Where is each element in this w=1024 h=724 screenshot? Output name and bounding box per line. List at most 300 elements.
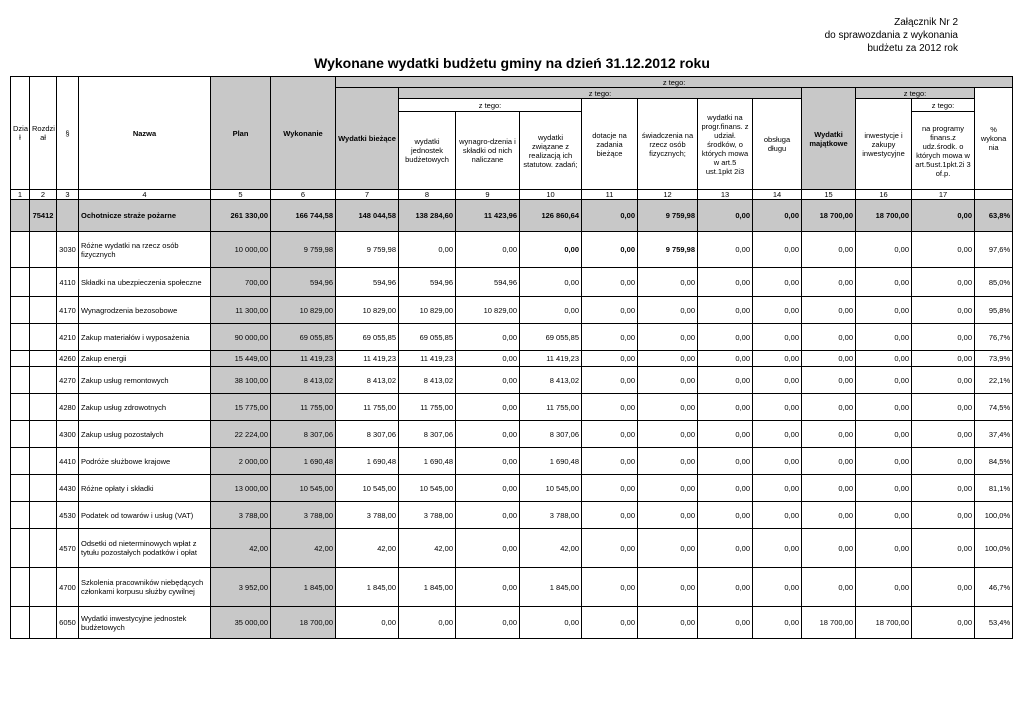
cell-plan: 15 775,00 bbox=[211, 394, 271, 421]
cell-programy: 0,00 bbox=[912, 394, 975, 421]
table-row bbox=[11, 351, 1013, 367]
cell-procent: 53,4% bbox=[975, 607, 1013, 639]
col-number bbox=[975, 190, 1013, 200]
col-number: 17 bbox=[912, 190, 975, 200]
annex-line-2: do sprawozdania z wykonania bbox=[824, 30, 958, 41]
cell-procent: 100,0% bbox=[975, 529, 1013, 568]
header-z-tego-biezace: z tego: bbox=[399, 88, 802, 99]
cell-plan: 261 330,00 bbox=[211, 200, 271, 232]
cell-rozdzial bbox=[30, 421, 57, 448]
cell-obsluga: 0,00 bbox=[753, 607, 802, 639]
cell-dotacje: 0,00 bbox=[582, 502, 638, 529]
cell-swiadczenia: 0,00 bbox=[638, 529, 698, 568]
cell-nazwa: Różne wydatki na rzecz osób fizycznych bbox=[79, 232, 211, 268]
cell-progr: 0,00 bbox=[698, 268, 753, 297]
cell-rozdzial bbox=[30, 448, 57, 475]
cell-wykonanie: 10 545,00 bbox=[271, 475, 336, 502]
cell-biezace: 8 307,06 bbox=[336, 421, 399, 448]
cell-procent: 97,6% bbox=[975, 232, 1013, 268]
cell-dotacje: 0,00 bbox=[582, 475, 638, 502]
cell-programy: 0,00 bbox=[912, 351, 975, 367]
cell-obsluga: 0,00 bbox=[753, 297, 802, 324]
cell-wykonanie: 166 744,58 bbox=[271, 200, 336, 232]
header-plan: Plan bbox=[211, 77, 271, 190]
header-nazwa: Nazwa bbox=[79, 77, 211, 190]
cell-progr: 0,00 bbox=[698, 529, 753, 568]
header-programy-finans: na programy finans.z udz.środk. o których mowa w art.5ust.1pkt.2i 3 of.p. bbox=[912, 112, 975, 190]
cell-paragraph: 4570 bbox=[57, 529, 79, 568]
annex-note bbox=[825, 16, 958, 55]
cell-jednostek: 594,96 bbox=[399, 268, 456, 297]
cell-wynagrodzenia: 594,96 bbox=[456, 268, 520, 297]
cell-biezace: 11 419,23 bbox=[336, 351, 399, 367]
cell-dotacje: 0,00 bbox=[582, 529, 638, 568]
cell-biezace: 11 755,00 bbox=[336, 394, 399, 421]
col-number: 15 bbox=[802, 190, 856, 200]
cell-majatkowe: 0,00 bbox=[802, 475, 856, 502]
cell-biezace: 42,00 bbox=[336, 529, 399, 568]
cell-plan: 3 952,00 bbox=[211, 568, 271, 607]
cell-paragraph: 4430 bbox=[57, 475, 79, 502]
cell-progr: 0,00 bbox=[698, 607, 753, 639]
cell-procent: 85,0% bbox=[975, 268, 1013, 297]
cell-statut: 0,00 bbox=[520, 607, 582, 639]
cell-obsluga: 0,00 bbox=[753, 232, 802, 268]
table-row bbox=[11, 367, 1013, 394]
col-number: 1 bbox=[11, 190, 30, 200]
col-number: 11 bbox=[582, 190, 638, 200]
cell-procent: 46,7% bbox=[975, 568, 1013, 607]
cell-swiadczenia: 0,00 bbox=[638, 367, 698, 394]
cell-wynagrodzenia: 0,00 bbox=[456, 475, 520, 502]
section-row bbox=[11, 200, 1013, 232]
cell-obsluga: 0,00 bbox=[753, 268, 802, 297]
col-number: 10 bbox=[520, 190, 582, 200]
cell-programy: 0,00 bbox=[912, 529, 975, 568]
cell-statut: 11 755,00 bbox=[520, 394, 582, 421]
cell-obsluga: 0,00 bbox=[753, 351, 802, 367]
cell-biezace: 10 545,00 bbox=[336, 475, 399, 502]
cell-progr: 0,00 bbox=[698, 324, 753, 351]
cell-programy: 0,00 bbox=[912, 568, 975, 607]
header-z-tego-jednostek: z tego: bbox=[399, 99, 582, 112]
cell-biezace: 8 413,02 bbox=[336, 367, 399, 394]
cell-procent: 73,9% bbox=[975, 351, 1013, 367]
cell-swiadczenia: 0,00 bbox=[638, 502, 698, 529]
cell-inwestycje: 0,00 bbox=[856, 351, 912, 367]
cell-dzial bbox=[11, 297, 30, 324]
cell-jednostek: 69 055,85 bbox=[399, 324, 456, 351]
cell-wykonanie: 8 413,02 bbox=[271, 367, 336, 394]
cell-programy: 0,00 bbox=[912, 607, 975, 639]
cell-jednostek: 11 755,00 bbox=[399, 394, 456, 421]
cell-paragraph: 4170 bbox=[57, 297, 79, 324]
cell-programy: 0,00 bbox=[912, 268, 975, 297]
cell-dzial bbox=[11, 475, 30, 502]
cell-paragraph: 4700 bbox=[57, 568, 79, 607]
cell-rozdzial bbox=[30, 351, 57, 367]
cell-majatkowe: 18 700,00 bbox=[802, 200, 856, 232]
cell-rozdzial bbox=[30, 297, 57, 324]
cell-inwestycje: 0,00 bbox=[856, 297, 912, 324]
cell-obsluga: 0,00 bbox=[753, 529, 802, 568]
cell-paragraph: 4280 bbox=[57, 394, 79, 421]
cell-dotacje: 0,00 bbox=[582, 607, 638, 639]
table-row bbox=[11, 394, 1013, 421]
cell-paragraph bbox=[57, 200, 79, 232]
cell-majatkowe: 0,00 bbox=[802, 529, 856, 568]
budget-table bbox=[10, 76, 1013, 639]
cell-dzial bbox=[11, 367, 30, 394]
cell-nazwa: Różne opłaty i składki bbox=[79, 475, 211, 502]
cell-wynagrodzenia: 0,00 bbox=[456, 367, 520, 394]
header-progr-finans: wydatki na progr.finans. z udział. środków, o których mowa w art.5 ust.1pkt 2i3 bbox=[698, 99, 753, 190]
annex-line-1: Załącznik Nr 2 bbox=[894, 17, 958, 28]
cell-statut: 1 845,00 bbox=[520, 568, 582, 607]
cell-wykonanie: 11 419,23 bbox=[271, 351, 336, 367]
cell-programy: 0,00 bbox=[912, 502, 975, 529]
cell-jednostek: 0,00 bbox=[399, 232, 456, 268]
cell-progr: 0,00 bbox=[698, 475, 753, 502]
cell-progr: 0,00 bbox=[698, 568, 753, 607]
cell-dzial bbox=[11, 421, 30, 448]
header-obsluga-dlugu: obsługa długu bbox=[753, 99, 802, 190]
table-row bbox=[11, 324, 1013, 351]
cell-wykonanie: 11 755,00 bbox=[271, 394, 336, 421]
cell-jednostek: 8 307,06 bbox=[399, 421, 456, 448]
cell-plan: 38 100,00 bbox=[211, 367, 271, 394]
cell-dotacje: 0,00 bbox=[582, 268, 638, 297]
cell-nazwa: Zakup materiałów i wyposażenia bbox=[79, 324, 211, 351]
cell-wynagrodzenia: 0,00 bbox=[456, 351, 520, 367]
table-row bbox=[11, 475, 1013, 502]
cell-obsluga: 0,00 bbox=[753, 394, 802, 421]
cell-dotacje: 0,00 bbox=[582, 421, 638, 448]
col-number: 6 bbox=[271, 190, 336, 200]
header-dzial: Dzia ł bbox=[11, 77, 30, 190]
cell-programy: 0,00 bbox=[912, 324, 975, 351]
col-number: 16 bbox=[856, 190, 912, 200]
header-wydatki-jednostek: wydatki jednostek budżetowych bbox=[399, 112, 456, 190]
cell-dotacje: 0,00 bbox=[582, 351, 638, 367]
cell-jednostek: 3 788,00 bbox=[399, 502, 456, 529]
cell-nazwa: Szkolenia pracowników niebędących członkami korpusu służby cywilnej bbox=[79, 568, 211, 607]
cell-wykonanie: 594,96 bbox=[271, 268, 336, 297]
cell-rozdzial bbox=[30, 324, 57, 351]
cell-statut: 11 419,23 bbox=[520, 351, 582, 367]
cell-inwestycje: 18 700,00 bbox=[856, 607, 912, 639]
cell-programy: 0,00 bbox=[912, 448, 975, 475]
cell-obsluga: 0,00 bbox=[753, 200, 802, 232]
cell-dzial bbox=[11, 568, 30, 607]
cell-wynagrodzenia: 11 423,96 bbox=[456, 200, 520, 232]
cell-majatkowe: 0,00 bbox=[802, 448, 856, 475]
cell-biezace: 1 690,48 bbox=[336, 448, 399, 475]
cell-dotacje: 0,00 bbox=[582, 448, 638, 475]
cell-rozdzial bbox=[30, 268, 57, 297]
cell-nazwa: Podatek od towarów i usług (VAT) bbox=[79, 502, 211, 529]
cell-majatkowe: 18 700,00 bbox=[802, 607, 856, 639]
col-number: 9 bbox=[456, 190, 520, 200]
cell-plan: 11 300,00 bbox=[211, 297, 271, 324]
cell-procent: 84,5% bbox=[975, 448, 1013, 475]
cell-plan: 35 000,00 bbox=[211, 607, 271, 639]
cell-obsluga: 0,00 bbox=[753, 324, 802, 351]
cell-programy: 0,00 bbox=[912, 367, 975, 394]
col-number: 4 bbox=[79, 190, 211, 200]
cell-nazwa: Podróże służbowe krajowe bbox=[79, 448, 211, 475]
cell-biezace: 594,96 bbox=[336, 268, 399, 297]
cell-swiadczenia: 0,00 bbox=[638, 351, 698, 367]
header-inwestycje: inwestycje i zakupy inwestycyjne bbox=[856, 99, 912, 190]
cell-jednostek: 0,00 bbox=[399, 607, 456, 639]
cell-jednostek: 8 413,02 bbox=[399, 367, 456, 394]
cell-paragraph: 4260 bbox=[57, 351, 79, 367]
header-swiadczenia: świadczenia na rzecz osób fizycznych; bbox=[638, 99, 698, 190]
cell-dotacje: 0,00 bbox=[582, 367, 638, 394]
cell-dzial bbox=[11, 394, 30, 421]
cell-obsluga: 0,00 bbox=[753, 475, 802, 502]
cell-dzial bbox=[11, 232, 30, 268]
header-dotacje: dotacje na zadania bieżące bbox=[582, 99, 638, 190]
cell-majatkowe: 0,00 bbox=[802, 232, 856, 268]
cell-biezace: 10 829,00 bbox=[336, 297, 399, 324]
cell-progr: 0,00 bbox=[698, 448, 753, 475]
cell-progr: 0,00 bbox=[698, 502, 753, 529]
cell-dzial bbox=[11, 268, 30, 297]
cell-swiadczenia: 0,00 bbox=[638, 268, 698, 297]
cell-programy: 0,00 bbox=[912, 200, 975, 232]
cell-plan: 15 449,00 bbox=[211, 351, 271, 367]
cell-swiadczenia: 0,00 bbox=[638, 475, 698, 502]
cell-majatkowe: 0,00 bbox=[802, 324, 856, 351]
header-wydatki-biezace: Wydatki bieżące bbox=[336, 88, 399, 190]
cell-rozdzial bbox=[30, 367, 57, 394]
cell-dzial bbox=[11, 324, 30, 351]
cell-obsluga: 0,00 bbox=[753, 502, 802, 529]
cell-statut: 0,00 bbox=[520, 232, 582, 268]
cell-rozdzial bbox=[30, 232, 57, 268]
cell-statut: 126 860,64 bbox=[520, 200, 582, 232]
cell-inwestycje: 0,00 bbox=[856, 448, 912, 475]
table-row bbox=[11, 421, 1013, 448]
cell-statut: 8 307,06 bbox=[520, 421, 582, 448]
cell-inwestycje: 0,00 bbox=[856, 568, 912, 607]
cell-wykonanie: 69 055,85 bbox=[271, 324, 336, 351]
cell-biezace: 69 055,85 bbox=[336, 324, 399, 351]
cell-plan: 42,00 bbox=[211, 529, 271, 568]
cell-wynagrodzenia: 0,00 bbox=[456, 529, 520, 568]
cell-obsluga: 0,00 bbox=[753, 367, 802, 394]
table-row bbox=[11, 232, 1013, 268]
cell-nazwa: Ochotnicze straże pożarne bbox=[79, 200, 211, 232]
cell-majatkowe: 0,00 bbox=[802, 502, 856, 529]
cell-wykonanie: 42,00 bbox=[271, 529, 336, 568]
cell-inwestycje: 0,00 bbox=[856, 232, 912, 268]
table-row bbox=[11, 568, 1013, 607]
col-number: 13 bbox=[698, 190, 753, 200]
cell-inwestycje: 18 700,00 bbox=[856, 200, 912, 232]
cell-nazwa: Wynagrodzenia bezosobowe bbox=[79, 297, 211, 324]
cell-dotacje: 0,00 bbox=[582, 324, 638, 351]
header-wynagrodzenia: wynagro-dzenia i składki od nich naliczane bbox=[456, 112, 520, 190]
cell-procent: 95,8% bbox=[975, 297, 1013, 324]
cell-procent: 37,4% bbox=[975, 421, 1013, 448]
cell-nazwa: Wydatki inwestycyjne jednostek budżetowych bbox=[79, 607, 211, 639]
cell-obsluga: 0,00 bbox=[753, 421, 802, 448]
cell-swiadczenia: 0,00 bbox=[638, 607, 698, 639]
cell-wynagrodzenia: 0,00 bbox=[456, 568, 520, 607]
cell-jednostek: 42,00 bbox=[399, 529, 456, 568]
cell-swiadczenia: 0,00 bbox=[638, 568, 698, 607]
cell-nazwa: Zakup usług pozostałych bbox=[79, 421, 211, 448]
cell-plan: 700,00 bbox=[211, 268, 271, 297]
cell-dotacje: 0,00 bbox=[582, 568, 638, 607]
cell-paragraph: 4300 bbox=[57, 421, 79, 448]
table-row bbox=[11, 607, 1013, 639]
cell-progr: 0,00 bbox=[698, 351, 753, 367]
table-row bbox=[11, 502, 1013, 529]
cell-swiadczenia: 0,00 bbox=[638, 297, 698, 324]
cell-majatkowe: 0,00 bbox=[802, 297, 856, 324]
col-number: 7 bbox=[336, 190, 399, 200]
col-number: 12 bbox=[638, 190, 698, 200]
cell-paragraph: 4210 bbox=[57, 324, 79, 351]
col-number: 14 bbox=[753, 190, 802, 200]
cell-plan: 2 000,00 bbox=[211, 448, 271, 475]
cell-statut: 0,00 bbox=[520, 268, 582, 297]
header-wydatki-zwiazane: wydatki związane z realizacją ich statutow. zadań; bbox=[520, 112, 582, 190]
cell-biezace: 9 759,98 bbox=[336, 232, 399, 268]
cell-paragraph: 4270 bbox=[57, 367, 79, 394]
col-number: 5 bbox=[211, 190, 271, 200]
cell-plan: 13 000,00 bbox=[211, 475, 271, 502]
cell-wynagrodzenia: 0,00 bbox=[456, 502, 520, 529]
cell-paragraph: 4530 bbox=[57, 502, 79, 529]
cell-statut: 0,00 bbox=[520, 297, 582, 324]
cell-procent: 81,1% bbox=[975, 475, 1013, 502]
cell-jednostek: 1 845,00 bbox=[399, 568, 456, 607]
cell-wynagrodzenia: 0,00 bbox=[456, 394, 520, 421]
cell-rozdzial: 75412 bbox=[30, 200, 57, 232]
cell-dzial bbox=[11, 502, 30, 529]
cell-majatkowe: 0,00 bbox=[802, 367, 856, 394]
cell-majatkowe: 0,00 bbox=[802, 568, 856, 607]
cell-procent: 63,8% bbox=[975, 200, 1013, 232]
cell-inwestycje: 0,00 bbox=[856, 367, 912, 394]
cell-wynagrodzenia: 0,00 bbox=[456, 421, 520, 448]
cell-progr: 0,00 bbox=[698, 394, 753, 421]
cell-progr: 0,00 bbox=[698, 367, 753, 394]
cell-dotacje: 0,00 bbox=[582, 200, 638, 232]
cell-wykonanie: 10 829,00 bbox=[271, 297, 336, 324]
cell-biezace: 1 845,00 bbox=[336, 568, 399, 607]
header-paragraph: § bbox=[57, 77, 79, 190]
cell-majatkowe: 0,00 bbox=[802, 394, 856, 421]
cell-swiadczenia: 9 759,98 bbox=[638, 232, 698, 268]
cell-nazwa: Zakup usług zdrowotnych bbox=[79, 394, 211, 421]
cell-swiadczenia: 0,00 bbox=[638, 448, 698, 475]
cell-procent: 74,5% bbox=[975, 394, 1013, 421]
cell-inwestycje: 0,00 bbox=[856, 394, 912, 421]
cell-wynagrodzenia: 0,00 bbox=[456, 324, 520, 351]
cell-wykonanie: 1 845,00 bbox=[271, 568, 336, 607]
cell-procent: 76,7% bbox=[975, 324, 1013, 351]
cell-procent: 22,1% bbox=[975, 367, 1013, 394]
cell-nazwa: Zakup usług remontowych bbox=[79, 367, 211, 394]
cell-wykonanie: 18 700,00 bbox=[271, 607, 336, 639]
cell-statut: 42,00 bbox=[520, 529, 582, 568]
cell-plan: 10 000,00 bbox=[211, 232, 271, 268]
cell-swiadczenia: 0,00 bbox=[638, 421, 698, 448]
cell-wykonanie: 9 759,98 bbox=[271, 232, 336, 268]
cell-wynagrodzenia: 0,00 bbox=[456, 448, 520, 475]
col-number: 2 bbox=[30, 190, 57, 200]
cell-nazwa: Składki na ubezpieczenia społeczne bbox=[79, 268, 211, 297]
cell-rozdzial bbox=[30, 502, 57, 529]
cell-paragraph: 4110 bbox=[57, 268, 79, 297]
cell-biezace: 3 788,00 bbox=[336, 502, 399, 529]
cell-swiadczenia: 0,00 bbox=[638, 394, 698, 421]
cell-swiadczenia: 0,00 bbox=[638, 324, 698, 351]
cell-programy: 0,00 bbox=[912, 232, 975, 268]
cell-inwestycje: 0,00 bbox=[856, 421, 912, 448]
cell-dotacje: 0,00 bbox=[582, 297, 638, 324]
cell-swiadczenia: 9 759,98 bbox=[638, 200, 698, 232]
header-z-tego-majatkowe: z tego: bbox=[856, 88, 975, 99]
cell-wykonanie: 3 788,00 bbox=[271, 502, 336, 529]
cell-procent: 100,0% bbox=[975, 502, 1013, 529]
cell-majatkowe: 0,00 bbox=[802, 351, 856, 367]
cell-inwestycje: 0,00 bbox=[856, 475, 912, 502]
cell-wykonanie: 8 307,06 bbox=[271, 421, 336, 448]
cell-dotacje: 0,00 bbox=[582, 232, 638, 268]
cell-dotacje: 0,00 bbox=[582, 394, 638, 421]
cell-programy: 0,00 bbox=[912, 475, 975, 502]
cell-inwestycje: 0,00 bbox=[856, 324, 912, 351]
cell-wynagrodzenia: 0,00 bbox=[456, 232, 520, 268]
cell-rozdzial bbox=[30, 607, 57, 639]
cell-wynagrodzenia: 0,00 bbox=[456, 607, 520, 639]
cell-majatkowe: 0,00 bbox=[802, 268, 856, 297]
cell-biezace: 0,00 bbox=[336, 607, 399, 639]
cell-inwestycje: 0,00 bbox=[856, 268, 912, 297]
header-z-tego-programy: z tego: bbox=[912, 99, 975, 112]
cell-dzial bbox=[11, 448, 30, 475]
cell-nazwa: Zakup energii bbox=[79, 351, 211, 367]
cell-dzial bbox=[11, 200, 30, 232]
cell-statut: 8 413,02 bbox=[520, 367, 582, 394]
table-row bbox=[11, 268, 1013, 297]
cell-progr: 0,00 bbox=[698, 200, 753, 232]
cell-plan: 90 000,00 bbox=[211, 324, 271, 351]
col-number: 8 bbox=[399, 190, 456, 200]
cell-paragraph: 3030 bbox=[57, 232, 79, 268]
cell-majatkowe: 0,00 bbox=[802, 421, 856, 448]
cell-rozdzial bbox=[30, 475, 57, 502]
cell-wykonanie: 1 690,48 bbox=[271, 448, 336, 475]
cell-nazwa: Odsetki od nieterminowych wpłat z tytułu pozostałych podatków i opłat bbox=[79, 529, 211, 568]
cell-dzial bbox=[11, 529, 30, 568]
cell-obsluga: 0,00 bbox=[753, 448, 802, 475]
annex-line-3: budżetu za 2012 rok bbox=[867, 43, 958, 54]
cell-wynagrodzenia: 10 829,00 bbox=[456, 297, 520, 324]
cell-progr: 0,00 bbox=[698, 297, 753, 324]
cell-rozdzial bbox=[30, 568, 57, 607]
cell-dzial bbox=[11, 607, 30, 639]
header-z-tego-top: z tego: bbox=[336, 77, 1013, 88]
table-row bbox=[11, 529, 1013, 568]
